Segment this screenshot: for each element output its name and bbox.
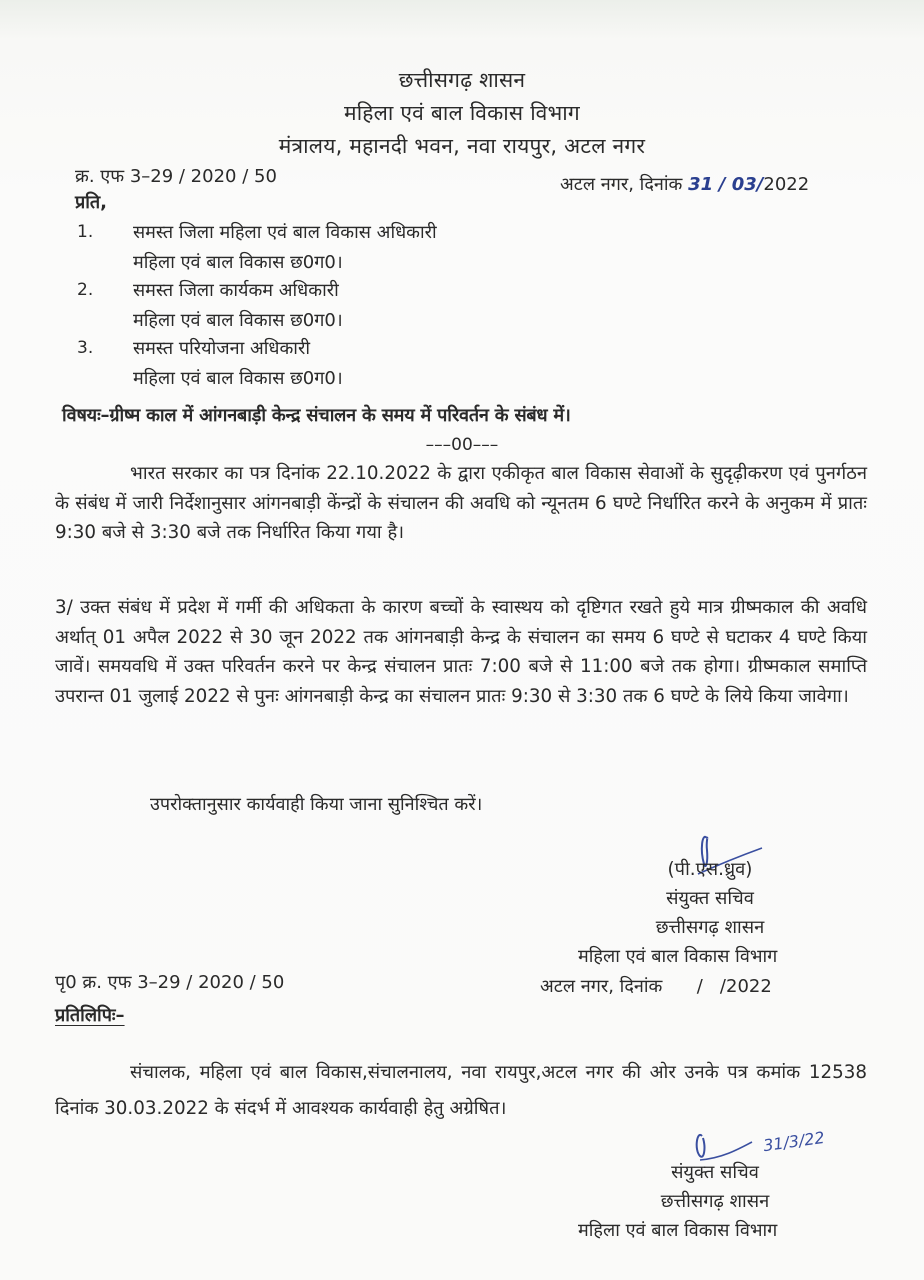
body-paragraph-3: उपरोक्तानुसार कार्यवाही किया जाना सुनिश्चित करें।	[150, 794, 483, 815]
recipient-line: समस्त जिला महिला एवं बाल विकास अधिकारी	[133, 222, 437, 243]
header-address: मंत्रालय, महानदी भवन, नवा रायपुर, अटल नगर	[278, 134, 646, 158]
copy-heading: प्रतिलिपिः–	[55, 1005, 125, 1026]
date-prefix: अटल नगर, दिनांक	[560, 174, 683, 195]
copy-text: संचालक, महिला एवं बाल विकास,संचालनालय, नवा रायपुर,अटल नगर की ओर उनके पत्र कमांक 12538 दिनांक 30.03.2022 के संदर्भ में आवश्यक कार्यवाही हेतु अग्रेषित।	[55, 1062, 867, 1119]
body-paragraph-1: भारत सरकार का पत्र दिनांक 22.10.2022 के द्वारा एकीकृत बाल विकास सेवाओं के सुदृढ़ीकरण एवं पुनर्गठन के संबंध में जारी निर्देशानुसार आंगनबाड़ी केंन्द्रों के संचालन की अवधि को न्यूनतम 6 घण्टे निर्धारित करने के अनुकम में प्रातः 9:30 बजे से 3:30 बजे तक निर्धारित किया गया है।	[55, 463, 867, 543]
letter-date	[560, 172, 809, 196]
body-paragraph-2: 3/ उक्त संबंध में प्रदेश में गर्मी की अधिकता के कारण बच्चों के स्वास्थय को दृष्टिगत रखते हुये मात्र ग्रीष्मकाल की अवधि अर्थात् 01 अपैल 2022 से 30 जून 2022 तक आंगनबाड़ी केन्द्र के संचालन का समय 6 घण्टे से घटाकर 4 घण्टे किया जावें। समयवधि में उक्त परिवर्तन करने पर केन्द्र संचालन प्रातः 7:00 बजे से 11:00 बजे तक होगा। ग्रीष्मकाल समाप्ति उपरान्त 01 जुलाई 2022 से पुनः आंगनबाड़ी केन्द्र का संचालन प्रातः 9:30 से 3:30 तक 6 घण्टे के लिये किया जावेगा।	[55, 597, 867, 707]
recipient-number: 1.	[77, 222, 94, 242]
signatory-org: छत्तीसगढ़ शासन	[660, 1191, 770, 1212]
header-department: महिला एवं बाल विकास विभाग	[344, 101, 580, 125]
subject-line: विषयः–ग्रीष्म काल में आंगनबाड़ी केन्द्र संचालन के समय में परिवर्तन के संबंध में।	[62, 405, 571, 426]
recipients-heading: प्रति,	[75, 192, 108, 213]
signatory-dept: महिला एवं बाल विकास विभाग	[578, 1220, 778, 1241]
date-day-handwritten: 31	[688, 174, 714, 195]
endorsement-date: अटल नगर, दिनांक / /2022	[540, 976, 772, 997]
date-month-handwritten: / 03/	[718, 174, 764, 195]
signatory-designation: संयुक्त सचिव	[671, 1162, 759, 1183]
signatory-designation: संयुक्त सचिव	[666, 888, 754, 909]
signatory-dept: महिला एवं बाल विकास विभाग	[578, 946, 778, 967]
reference-number: क्र. एफ 3–29 / 2020 / 50	[75, 166, 277, 187]
signatory-org: छत्तीसगढ़ शासन	[655, 917, 765, 938]
date-year: 2022	[763, 174, 810, 195]
recipient-line: समस्त परियोजना अधिकारी	[133, 338, 310, 359]
recipient-number: 3.	[77, 338, 94, 358]
recipient-line: महिला एवं बाल विकास छ0ग0।	[133, 368, 343, 389]
recipient-number: 2.	[77, 280, 94, 300]
recipient-line: महिला एवं बाल विकास छ0ग0।	[133, 252, 343, 273]
signature-block-1	[600, 855, 820, 942]
header-government: छत्तीसगढ़ शासन	[398, 68, 526, 92]
handwritten-date: 31/3/22	[761, 1127, 826, 1156]
subject-separator: –––00–––	[425, 435, 499, 455]
signature-block-2	[610, 1158, 820, 1216]
recipient-line: समस्त जिला कार्यकम अधिकारी	[133, 280, 339, 301]
recipient-line: महिला एवं बाल विकास छ0ग0।	[133, 310, 343, 331]
signatory-name: (पी.एस.ध्रुव)	[667, 859, 753, 880]
endorsement-number: पृ0 क्र. एफ 3–29 / 2020 / 50	[55, 972, 285, 993]
